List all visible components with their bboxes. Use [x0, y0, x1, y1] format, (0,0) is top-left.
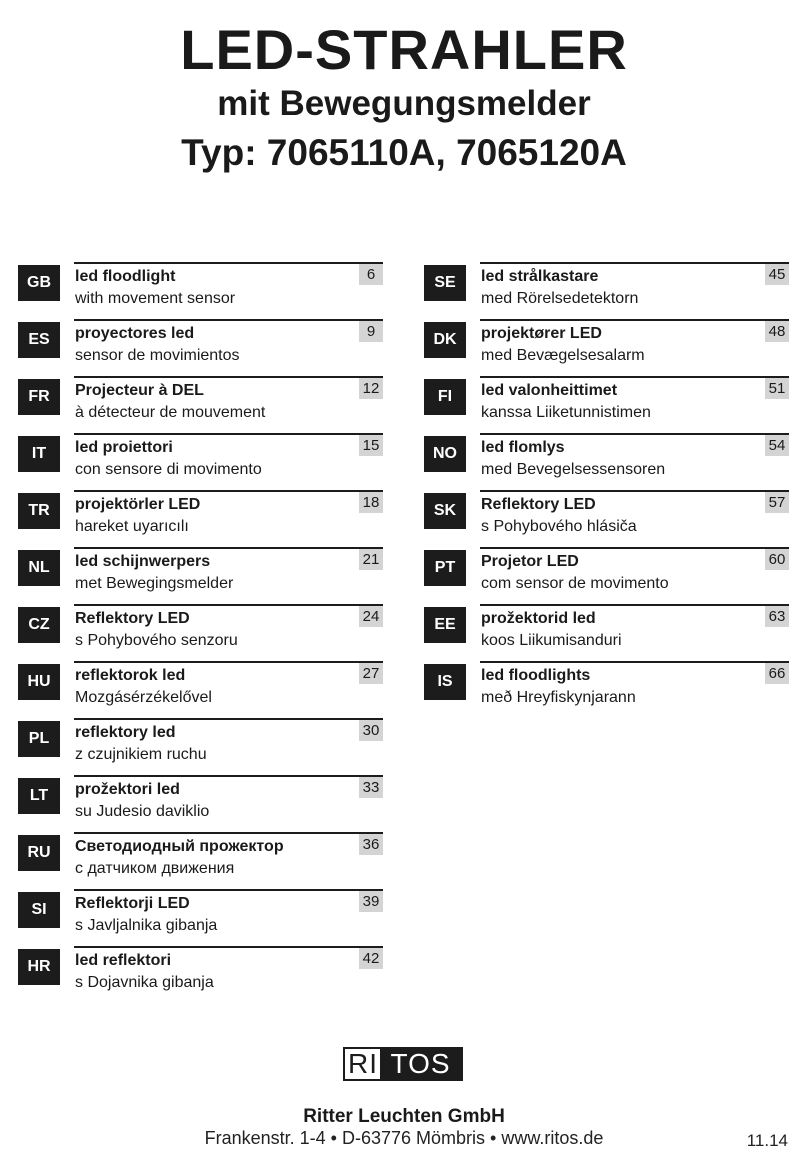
language-code-badge: PT: [424, 550, 466, 586]
language-code-badge: SI: [18, 892, 60, 928]
entry-subtitle: med Bevægelsesalarm: [481, 347, 645, 364]
entry-title: Projecteur à DEL: [75, 382, 204, 399]
page-number: 12: [359, 378, 383, 399]
entry-rule: [74, 661, 383, 663]
language-code-badge: FR: [18, 379, 60, 415]
toc-entry-it[interactable]: [18, 433, 383, 490]
entry-rule: [480, 262, 789, 264]
entry-subtitle: с датчиком движения: [75, 860, 235, 877]
entry-rule: [74, 376, 383, 378]
logo-text-tos: TOS: [380, 1049, 461, 1079]
page-number: 51: [765, 378, 789, 399]
toc-entry-hu[interactable]: [18, 661, 383, 718]
entry-subtitle: med Bevegelsessensoren: [481, 461, 666, 478]
page-number: 21: [359, 549, 383, 570]
entry-subtitle: with movement sensor: [75, 290, 236, 307]
page-number: 57: [765, 492, 789, 513]
entry-title: projektörler LED: [75, 496, 201, 513]
toc-entry-fi[interactable]: [424, 376, 789, 433]
toc-entry-is[interactable]: [424, 661, 789, 718]
toc-entry-pt[interactable]: [424, 547, 789, 604]
ritos-logo: [343, 1047, 463, 1081]
entry-subtitle: með Hreyfiskynjarann: [481, 689, 636, 706]
page-number: 48: [765, 321, 789, 342]
language-code-badge: NL: [18, 550, 60, 586]
toc-entry-tr[interactable]: [18, 490, 383, 547]
entry-subtitle: su Judesio daviklio: [75, 803, 210, 820]
entry-rule: [480, 319, 789, 321]
company-name: Ritter Leuchten GmbH: [303, 1106, 505, 1127]
toc-entry-ru[interactable]: [18, 832, 383, 889]
entry-title: prožektori led: [75, 781, 180, 798]
page-number: 63: [765, 606, 789, 627]
language-code-badge: IS: [424, 664, 466, 700]
language-code-badge: NO: [424, 436, 466, 472]
company-address: Frankenstr. 1-4 • D-63776 Mömbris • www.ritos.de: [204, 1128, 604, 1148]
toc-entry-dk[interactable]: [424, 319, 789, 376]
toc-entry-cz[interactable]: [18, 604, 383, 661]
toc-entry-si[interactable]: [18, 889, 383, 946]
entry-title: prožektorid led: [481, 610, 596, 627]
language-code-badge: HR: [18, 949, 60, 985]
entry-subtitle: s Javljalnika gibanja: [75, 917, 218, 934]
entry-title: Projetor LED: [481, 553, 579, 570]
language-code-badge: LT: [18, 778, 60, 814]
entry-rule: [74, 490, 383, 492]
toc-entry-gb[interactable]: [18, 262, 383, 319]
entry-title: Reflektory LED: [75, 610, 190, 627]
entry-rule: [74, 547, 383, 549]
page-number: 24: [359, 606, 383, 627]
toc-entry-no[interactable]: [424, 433, 789, 490]
entry-subtitle: s Pohybového hlásiča: [481, 518, 637, 535]
page-number: 66: [765, 663, 789, 684]
language-code-badge: ES: [18, 322, 60, 358]
entry-subtitle: kanssa Liiketunnistimen: [481, 404, 651, 421]
language-code-badge: IT: [18, 436, 60, 472]
entry-title: led floodlights: [481, 667, 591, 684]
document-subtitle: mit Bewegungsmelder: [217, 84, 591, 123]
toc-entry-se[interactable]: [424, 262, 789, 319]
language-code-badge: FI: [424, 379, 466, 415]
page-number: 27: [359, 663, 383, 684]
document-title: LED-STRAHLER: [180, 18, 628, 81]
toc-entry-lt[interactable]: [18, 775, 383, 832]
print-date: 11.14: [746, 1131, 788, 1150]
language-code-badge: EE: [424, 607, 466, 643]
entry-title: Светодиодный прожектор: [75, 838, 284, 855]
entry-title: reflektory led: [75, 724, 176, 741]
language-code-badge: SE: [424, 265, 466, 301]
entry-subtitle: z czujnikiem ruchu: [75, 746, 207, 763]
entry-rule: [74, 775, 383, 777]
entry-title: led reflektori: [75, 952, 172, 969]
entry-rule: [74, 832, 383, 834]
toc-entry-pl[interactable]: [18, 718, 383, 775]
toc-entry-es[interactable]: [18, 319, 383, 376]
entry-rule: [480, 604, 789, 606]
entry-title: reflektorok led: [75, 667, 186, 684]
entry-subtitle: con sensore di movimento: [75, 461, 262, 478]
entry-rule: [480, 490, 789, 492]
page-number: 9: [359, 321, 383, 342]
page-number: 42: [359, 948, 383, 969]
entry-rule: [74, 319, 383, 321]
page-number: 6: [359, 264, 383, 285]
page-number: 30: [359, 720, 383, 741]
language-code-badge: GB: [18, 265, 60, 301]
entry-rule: [74, 718, 383, 720]
entry-title: proyectores led: [75, 325, 195, 342]
entry-rule: [74, 946, 383, 948]
entry-rule: [74, 604, 383, 606]
entry-subtitle: koos Liikumisanduri: [481, 632, 622, 649]
entry-rule: [480, 376, 789, 378]
page-number: 54: [765, 435, 789, 456]
entry-rule: [74, 889, 383, 891]
entry-subtitle: Mozgásérzékelővel: [75, 689, 212, 706]
entry-title: projektører LED: [481, 325, 602, 342]
type-line: Typ: 7065110A, 7065120A: [181, 132, 627, 173]
toc-entry-nl[interactable]: [18, 547, 383, 604]
language-code-badge: RU: [18, 835, 60, 871]
page-number: 33: [359, 777, 383, 798]
language-code-badge: SK: [424, 493, 466, 529]
language-code-badge: TR: [18, 493, 60, 529]
page-number: 39: [359, 891, 383, 912]
logo-text-ri: RI: [345, 1049, 380, 1079]
entry-rule: [74, 262, 383, 264]
toc-entry-hr[interactable]: [18, 946, 383, 1003]
entry-subtitle: à détecteur de mouvement: [75, 404, 266, 421]
entry-rule: [480, 547, 789, 549]
page-number: 60: [765, 549, 789, 570]
entry-title: led schijnwerpers: [75, 553, 211, 570]
entry-rule: [480, 433, 789, 435]
toc-entry-ee[interactable]: [424, 604, 789, 661]
entry-rule: [74, 433, 383, 435]
toc-entry-fr[interactable]: [18, 376, 383, 433]
entry-title: led flomlys: [481, 439, 565, 456]
language-code-badge: HU: [18, 664, 60, 700]
entry-title: Reflektorji LED: [75, 895, 190, 912]
page-number: 36: [359, 834, 383, 855]
page-number: 45: [765, 264, 789, 285]
page-number: 18: [359, 492, 383, 513]
entry-title: led floodlight: [75, 268, 176, 285]
language-code-badge: PL: [18, 721, 60, 757]
entry-subtitle: s Pohybového senzoru: [75, 632, 238, 649]
entry-rule: [480, 661, 789, 663]
language-code-badge: CZ: [18, 607, 60, 643]
entry-subtitle: com sensor de movimento: [481, 575, 669, 592]
entry-subtitle: s Dojavnika gibanja: [75, 974, 214, 991]
toc-right-column: [424, 262, 789, 718]
entry-title: led proiettori: [75, 439, 173, 456]
toc-entry-sk[interactable]: [424, 490, 789, 547]
entry-subtitle: sensor de movimientos: [75, 347, 240, 364]
entry-title: Reflektory LED: [481, 496, 596, 513]
page-number: 15: [359, 435, 383, 456]
entry-subtitle: met Bewegingsmelder: [75, 575, 234, 592]
entry-title: led valonheittimet: [481, 382, 618, 399]
toc-left-column: [18, 262, 383, 1003]
entry-subtitle: hareket uyarıcılı: [75, 518, 189, 535]
entry-title: led strålkastare: [481, 268, 599, 285]
language-code-badge: DK: [424, 322, 466, 358]
entry-subtitle: med Rörelsedetektorn: [481, 290, 639, 307]
